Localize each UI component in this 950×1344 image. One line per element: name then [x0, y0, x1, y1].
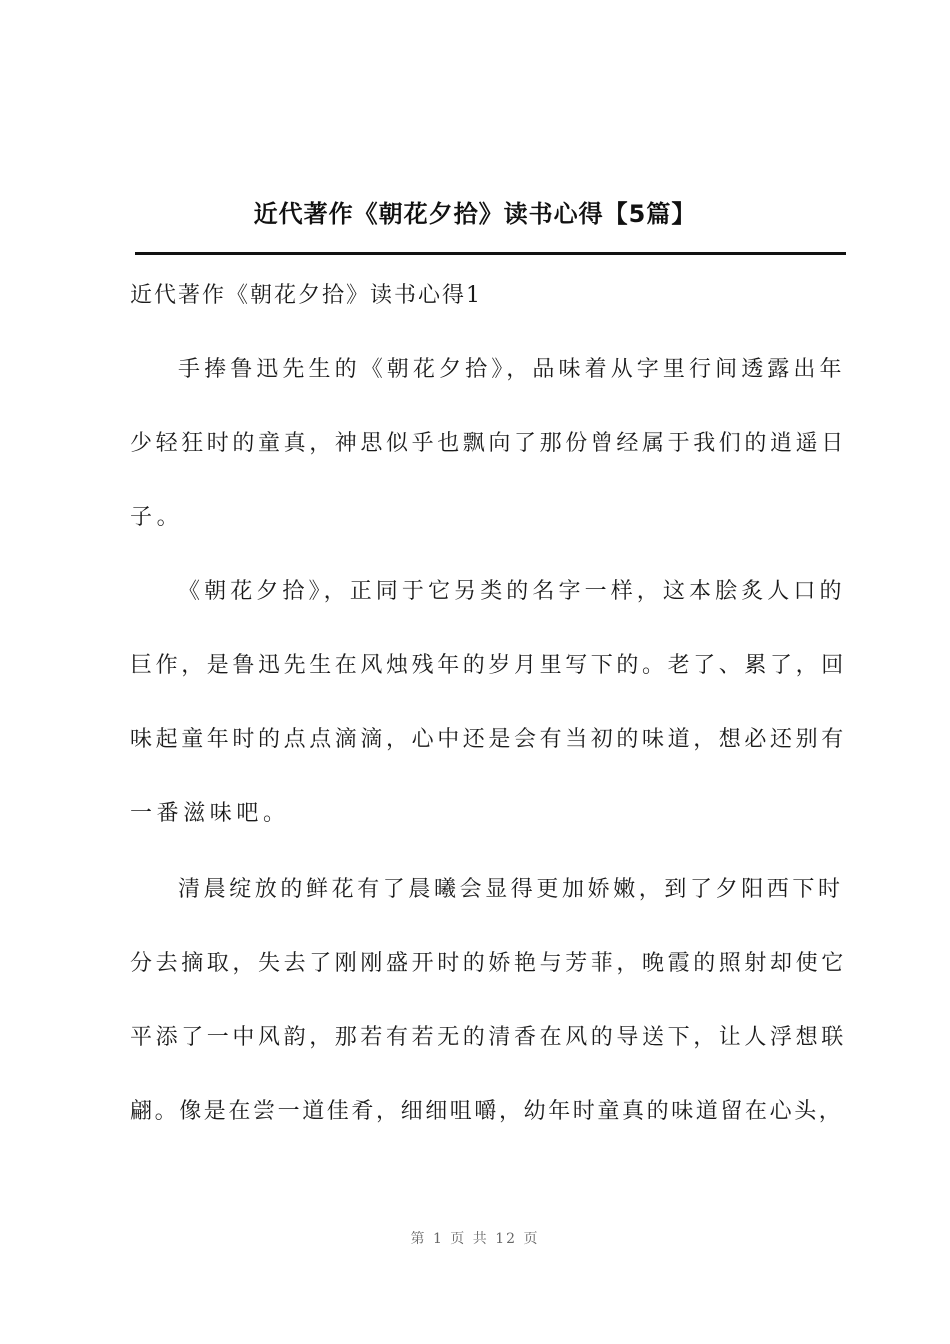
paragraph-3-line-4: 翩。像是在尝一道佳肴，细细咀嚼，幼年时童真的味道留在心头， — [130, 1099, 844, 1124]
paragraph-3-line-1: 清晨绽放的鲜花有了晨曦会显得更加娇嫩，到了夕阳西下时 — [178, 877, 844, 902]
paragraph-2-line-4: 一番滋味吧。 — [130, 801, 290, 826]
section-heading: 近代著作《朝花夕拾》读书心得1 — [130, 283, 482, 308]
page-footer: 第 1 页 共 12 页 — [410, 1231, 540, 1247]
paragraph-1-line-3: 子。 — [130, 505, 184, 530]
paragraph-3-line-3: 平添了一中风韵，那若有若无的清香在风的导送下，让人浮想联 — [130, 1025, 847, 1050]
paragraph-2-line-2: 巨作，是鲁迅先生在风烛残年的岁月里写下的。老了、累了，回 — [130, 653, 847, 678]
paragraph-1-line-2: 少轻狂时的童真，神思似乎也飘向了那份曾经属于我们的逍遥日 — [130, 431, 847, 456]
paragraph-1-line-1: 手捧鲁迅先生的《朝花夕拾》，品味着从字里行间透露出年 — [178, 357, 846, 382]
paragraph-2-line-3: 味起童年时的点点滴滴，心中还是会有当初的味道，想必还别有 — [130, 727, 847, 752]
document-title: 近代著作《朝花夕拾》读书心得【5篇】 — [253, 200, 697, 228]
title-underline-rule — [135, 252, 846, 255]
paragraph-2-line-1: 《朝花夕拾》，正同于它另类的名字一样，这本脍炙人口的 — [178, 579, 846, 604]
paragraph-3-line-2: 分去摘取，失去了刚刚盛开时的娇艳与芳菲，晚霞的照射却使它 — [130, 951, 847, 976]
